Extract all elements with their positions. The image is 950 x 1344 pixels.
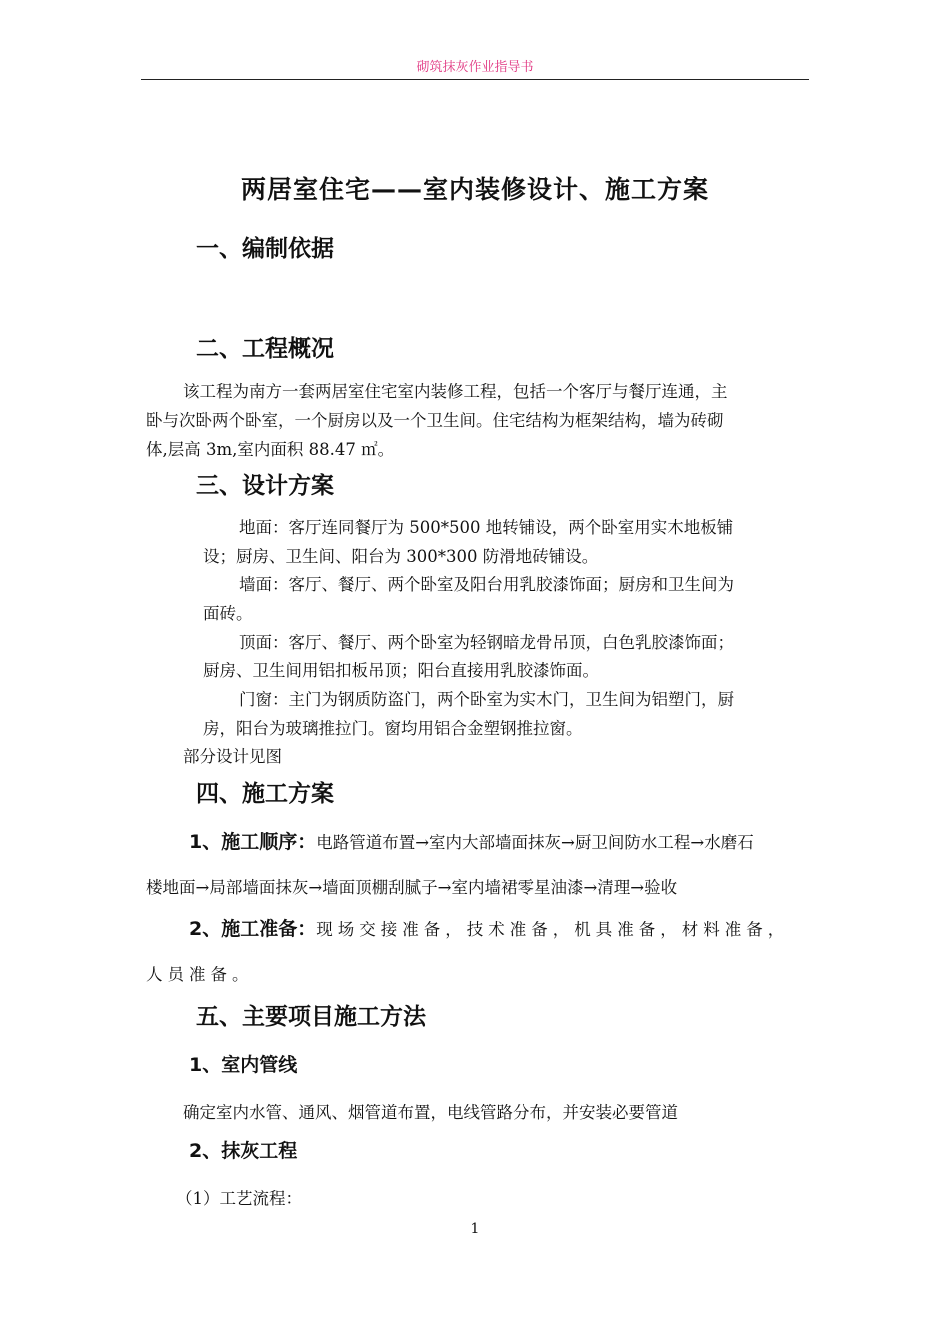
section-heading-design: 三、设计方案 xyxy=(196,473,334,499)
methods-sub-plastering: 2、抹灰工程 xyxy=(189,1140,298,1162)
construction-prep-line-1 xyxy=(189,914,789,941)
header-rule xyxy=(141,79,809,80)
design-door-line-2: 房，阳台为玻璃推拉门。窗均用铝合金塑钢推拉窗。 xyxy=(203,719,583,738)
construction-prep-line-2: 人员准备。 xyxy=(146,965,254,984)
section-heading-basis: 一、编制依据 xyxy=(196,236,334,262)
design-ceiling-line-1: 顶面：客厅、餐厅、两个卧室为轻钢暗龙骨吊顶，白色乳胶漆饰面； xyxy=(239,633,734,652)
design-note: 部分设计见图 xyxy=(183,747,282,766)
construction-order-line-1 xyxy=(189,827,754,854)
overview-line-3: 体,层高 3m,室内面积 88.47 ㎡。 xyxy=(146,440,395,459)
design-wall-line-2: 面砖。 xyxy=(203,604,253,623)
section-heading-overview: 二、工程概况 xyxy=(196,336,334,362)
construction-order-text: 电路管道布置→室内大部墙面抹灰→厨卫间防水工程→水磨石 xyxy=(316,833,754,852)
running-header: 砌筑抹灰作业指导书 xyxy=(416,60,534,75)
methods-pipelines-text: 确定室内水管、通风、烟管道布置，电线管路分布，并安装必要管道 xyxy=(183,1103,678,1122)
methods-sub-pipelines: 1、室内管线 xyxy=(189,1054,298,1076)
section-heading-construction: 四、施工方案 xyxy=(196,781,334,807)
overview-line-2: 卧与次卧两个卧室，一个厨房以及一个卫生间。住宅结构为框架结构，墙为砖砌 xyxy=(146,411,724,430)
construction-order-line-2: 楼地面→局部墙面抹灰→墙面顶棚刮腻子→室内墙裙零星油漆→清理→验收 xyxy=(146,878,678,897)
overview-line-1: 该工程为南方一套两居室住宅室内装修工程，包括一个客厅与餐厅连通，主 xyxy=(183,382,728,401)
design-door-line-1: 门窗：主门为钢质防盗门，两个卧室为实木门，卫生间为铝塑门，厨 xyxy=(239,690,734,709)
design-floor-line-2: 设；厨房、卫生间、阳台为 300*300 防滑地砖铺设。 xyxy=(203,547,599,566)
design-floor-line-1: 地面：客厅连同餐厅为 500*500 地转铺设，两个卧室用实木地板铺 xyxy=(239,518,734,537)
section-heading-methods: 五、主要项目施工方法 xyxy=(196,1004,426,1030)
design-wall-line-1: 墙面：客厅、餐厅、两个卧室及阳台用乳胶漆饰面；厨房和卫生间为 xyxy=(239,575,734,594)
construction-prep-label: 2、施工准备： xyxy=(189,918,317,940)
construction-order-label: 1、施工顺序： xyxy=(189,831,317,853)
methods-plastering-step: （1）工艺流程： xyxy=(176,1189,302,1208)
design-ceiling-line-2: 厨房、卫生间用铝扣板吊顶；阳台直接用乳胶漆饰面。 xyxy=(203,661,599,680)
document-title: 两居室住宅——室内装修设计、施工方案 xyxy=(240,175,709,204)
construction-prep-text: 现场交接准备，技术准备，机具准备，材料准备， xyxy=(316,920,790,939)
page-number: 1 xyxy=(470,1221,480,1237)
